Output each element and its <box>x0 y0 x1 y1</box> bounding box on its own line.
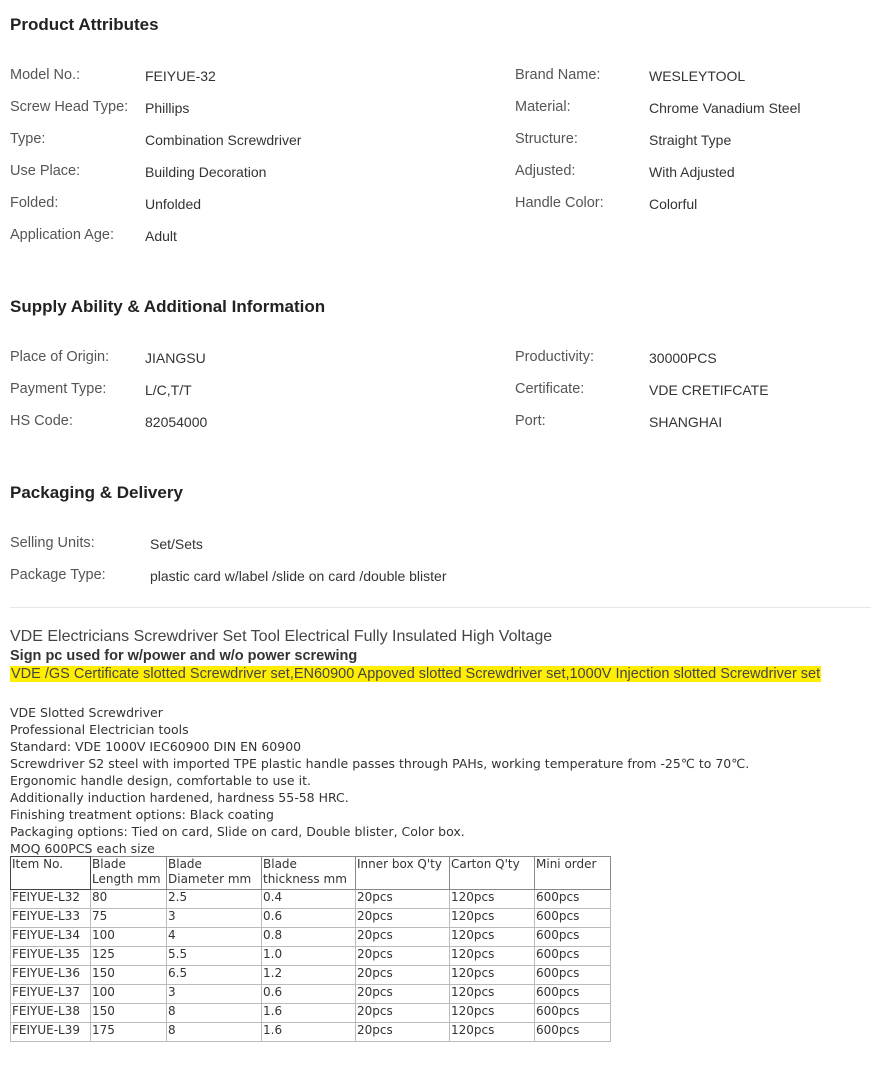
table-cell: 120pcs <box>450 1023 535 1042</box>
attr-value: Building Decoration <box>145 164 267 180</box>
attr-value: Chrome Vanadium Steel <box>649 100 801 116</box>
attr-label: Certificate: <box>515 381 585 397</box>
table-header-cell: Blade Diameter mm <box>167 857 262 890</box>
table-cell: FEIYUE-L33 <box>11 909 91 928</box>
description-line: Finishing treatment options: Black coating <box>10 807 274 822</box>
table-cell: 20pcs <box>356 909 450 928</box>
table-cell: 1.6 <box>262 1004 356 1023</box>
attr-label: Place of Origin: <box>10 349 110 365</box>
table-cell: 2.5 <box>167 890 262 909</box>
table-cell: FEIYUE-L36 <box>11 966 91 985</box>
packaging-value: Set/Sets <box>150 536 203 552</box>
attr-label: Brand Name: <box>515 67 601 83</box>
attr-label: Payment Type: <box>10 381 107 397</box>
description-line: VDE Slotted Screwdriver <box>10 705 163 720</box>
attr-value: 30000PCS <box>649 350 717 366</box>
table-cell: 3 <box>167 985 262 1004</box>
attr-label: Screw Head Type: <box>10 99 129 115</box>
table-cell: 600pcs <box>535 947 611 966</box>
description-highlight: VDE /GS Certificate slotted Screwdriver set,EN60900 Appoved slotted Screwdriver set,1000V Injection slotted Screwdriver set <box>11 666 821 682</box>
supply-ability-heading: Supply Ability & Additional Information <box>10 297 326 316</box>
attr-label: Adjusted: <box>515 163 576 179</box>
table-header-cell: Blade thickness mm <box>262 857 356 890</box>
description-subtitle: Sign pc used for w/power and w/o power screwing <box>10 648 358 664</box>
table-cell: 0.8 <box>262 928 356 947</box>
attr-label: Model No.: <box>10 67 81 83</box>
packaging-value: plastic card w/label /slide on card /double blister <box>150 568 447 584</box>
attr-value: SHANGHAI <box>649 414 723 430</box>
table-cell: 120pcs <box>450 1004 535 1023</box>
table-cell: 20pcs <box>356 966 450 985</box>
table-cell: 8 <box>167 1004 262 1023</box>
table-cell: 150 <box>91 1004 167 1023</box>
table-cell: 600pcs <box>535 966 611 985</box>
table-cell: 600pcs <box>535 985 611 1004</box>
table-cell: 20pcs <box>356 985 450 1004</box>
description-line: Ergonomic handle design, comfortable to use it. <box>10 773 311 788</box>
table-cell: FEIYUE-L37 <box>11 985 91 1004</box>
attr-label: Folded: <box>10 195 59 211</box>
attr-value: 82054000 <box>145 414 208 430</box>
table-cell: 120pcs <box>450 966 535 985</box>
table-cell: 600pcs <box>535 890 611 909</box>
table-row <box>11 1023 611 1042</box>
table-cell: 175 <box>91 1023 167 1042</box>
table-cell: 6.5 <box>167 966 262 985</box>
table-cell: 1.6 <box>262 1023 356 1042</box>
attr-label: Application Age: <box>10 227 114 243</box>
table-cell: 600pcs <box>535 909 611 928</box>
attr-label: Type: <box>10 131 46 147</box>
description-line: Screwdriver S2 steel with imported TPE plastic handle passes through PAHs, working temperature from -25℃ to 70℃. <box>10 756 750 771</box>
attr-value: L/C,T/T <box>145 382 192 398</box>
table-cell: 20pcs <box>356 1023 450 1042</box>
table-cell: 20pcs <box>356 928 450 947</box>
description-line: Packaging options: Tied on card, Slide on card, Double blister, Color box. <box>10 824 465 839</box>
table-cell: FEIYUE-L39 <box>11 1023 91 1042</box>
attr-label: Handle Color: <box>515 195 604 211</box>
table-header-cell: Inner box Q'ty <box>356 857 450 890</box>
attr-value: Colorful <box>649 196 698 212</box>
table-cell: 600pcs <box>535 928 611 947</box>
attr-label: Use Place: <box>10 163 81 179</box>
attr-value: WESLEYTOOL <box>649 68 746 84</box>
attr-label: Material: <box>515 99 571 115</box>
table-cell: 3 <box>167 909 262 928</box>
table-cell: 100 <box>91 985 167 1004</box>
attr-value: Unfolded <box>145 196 202 212</box>
table-row <box>11 985 611 1004</box>
description-line: Standard: VDE 1000V IEC60900 DIN EN 60900 <box>10 739 302 754</box>
table-cell: 0.6 <box>262 909 356 928</box>
attr-value: Phillips <box>145 100 190 116</box>
table-cell: 0.4 <box>262 890 356 909</box>
description-line: Additionally induction hardened, hardness 55-58 HRC. <box>10 790 349 805</box>
attr-label: HS Code: <box>10 413 73 429</box>
table-cell: 600pcs <box>535 1004 611 1023</box>
table-row <box>11 928 611 947</box>
table-row <box>11 890 611 909</box>
attr-value: Adult <box>145 228 177 244</box>
spec-table-header <box>11 857 611 890</box>
table-cell: 120pcs <box>450 890 535 909</box>
table-header-cell: Mini order <box>535 857 611 890</box>
table-cell: 100 <box>91 928 167 947</box>
table-header-cell: Item No. <box>11 857 91 890</box>
attr-label: Productivity: <box>515 349 594 365</box>
table-cell: 80 <box>91 890 167 909</box>
table-cell: 600pcs <box>535 1023 611 1042</box>
table-row <box>11 947 611 966</box>
table-cell: 20pcs <box>356 890 450 909</box>
table-cell: FEIYUE-L35 <box>11 947 91 966</box>
table-cell: 20pcs <box>356 1004 450 1023</box>
table-cell: 20pcs <box>356 947 450 966</box>
table-header-cell: Carton Q'ty <box>450 857 535 890</box>
table-row <box>11 1004 611 1023</box>
table-cell: 8 <box>167 1023 262 1042</box>
attr-value: Combination Screwdriver <box>145 132 302 148</box>
table-cell: FEIYUE-L32 <box>11 890 91 909</box>
table-cell: 75 <box>91 909 167 928</box>
table-row <box>11 966 611 985</box>
spec-table <box>10 856 611 1042</box>
product-attributes-heading: Product Attributes <box>10 15 159 34</box>
description-line: MOQ 600PCS each size <box>10 841 155 856</box>
attr-value: With Adjusted <box>649 164 735 180</box>
table-cell: 120pcs <box>450 909 535 928</box>
packaging-label: Package Type: <box>10 567 106 583</box>
table-cell: 120pcs <box>450 985 535 1004</box>
attr-label: Port: <box>515 413 546 429</box>
attr-value: Straight Type <box>649 132 732 148</box>
description-line: Professional Electrician tools <box>10 722 189 737</box>
table-cell: 120pcs <box>450 947 535 966</box>
table-row <box>11 909 611 928</box>
attr-label: Structure: <box>515 131 578 147</box>
table-cell: 1.0 <box>262 947 356 966</box>
table-cell: FEIYUE-L38 <box>11 1004 91 1023</box>
table-cell: 0.6 <box>262 985 356 1004</box>
packaging-delivery-heading: Packaging & Delivery <box>10 483 183 502</box>
attr-value: VDE CRETIFCATE <box>649 382 769 398</box>
description-lines <box>10 704 749 857</box>
table-cell: 4 <box>167 928 262 947</box>
table-cell: FEIYUE-L34 <box>11 928 91 947</box>
description-title: VDE Electricians Screwdriver Set Tool Electrical Fully Insulated High Voltage <box>10 628 553 645</box>
table-cell: 5.5 <box>167 947 262 966</box>
table-cell: 150 <box>91 966 167 985</box>
table-header-cell: Blade Length mm <box>91 857 167 890</box>
packaging-label: Selling Units: <box>10 535 95 551</box>
table-cell: 1.2 <box>262 966 356 985</box>
section-divider <box>10 607 871 608</box>
attr-value: FEIYUE-32 <box>145 68 216 84</box>
attr-value: JIANGSU <box>145 350 206 366</box>
table-cell: 120pcs <box>450 928 535 947</box>
table-cell: 125 <box>91 947 167 966</box>
